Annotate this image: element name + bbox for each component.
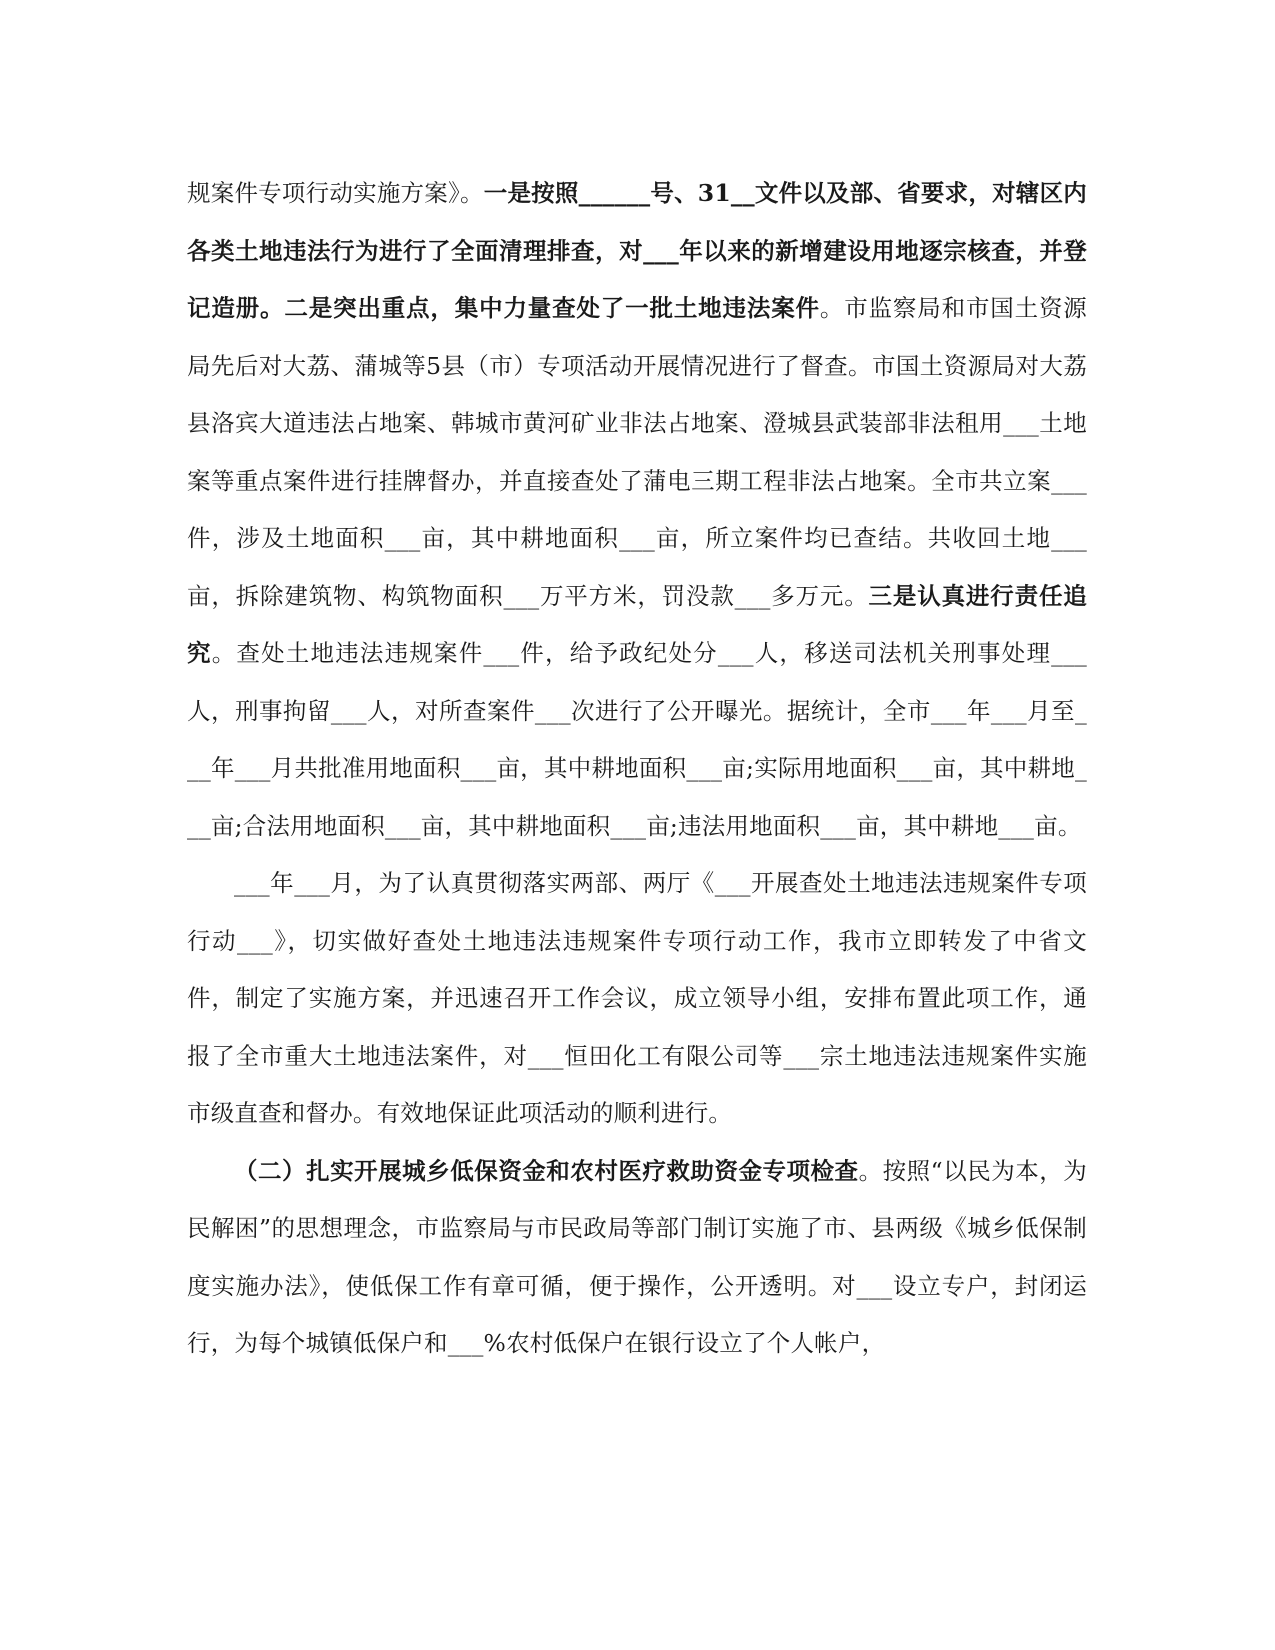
- paragraph-special-action: [187, 855, 1087, 1143]
- text-run: 。市监察局和市国土资源局先后对大荔、蒲城等5县（市）专项活动开展情况进行了督查。市国土资源局对大荔县洛宾大道违法占地案、韩城市黄河矿业非法占地案、澄城县武装部非法租用___土地案等重点案件进行挂牌督办，并直接查处了蒲电三期工程非法占地案。全市共立案___件，涉及土地面积___亩，其中耕地面积___亩，所立案件均已查结。共收回土地___亩，拆除建筑物、构筑物面积___万平方米，罚没款___多万元。: [187, 294, 1088, 610]
- text-run: 。查处土地违法违规案件___件，给予政纪处分___人，移送司法机关刑事处理___人，刑事拘留___人，对所查案件___次进行了公开曝光。据统计，全市___年___月至___年___月共批准用地面积___亩，其中耕地面积___亩;实际用地面积___亩，其中耕地___亩;合法用地面积___亩，其中耕地面积___亩;违法用地面积___亩，其中耕地___亩。: [187, 639, 1087, 840]
- document-body: [187, 165, 1087, 1373]
- text-run-bold: 一是按照______号、31__文件以及部、省要求，对辖区内各类土地违法行为进行了全面清理排查，对___年以来的新增建设用地逐宗核查，并登记造册。二是突出重点，集中力量查处了一批土地违法案件: [187, 179, 1087, 322]
- text-run: 。按照“以民为本，为民解困”的思想理念，市监察局与市民政局等部门制订实施了市、县两级《城乡低保制度实施办法》，使低保工作有章可循，便于操作，公开透明。对___设立专户，封闭运行，为每个城镇低保户和___%农村低保户在银行设立了个人帐户，: [187, 1156, 1088, 1357]
- text-run: 规案件专项行动实施方案》。: [187, 179, 484, 207]
- section-heading: （二）扎实开展城乡低保资金和农村医疗救助资金专项检查: [234, 1156, 859, 1185]
- paragraph-land-violations: [187, 165, 1087, 855]
- text-run-bold: 三是认真进行责任追究: [187, 581, 1087, 667]
- paragraph-low-income-inspection: [187, 1143, 1087, 1373]
- text-run: ___年___月，为了认真贯彻落实两部、两厅《___开展查处土地违法违规案件专项行动___》，切实做好查处土地违法违规案件专项行动工作，我市立即转发了中省文件，制定了实施方案，并迅速召开工作会议，成立领导小组，安排布置此项工作，通报了全市重大土地违法案件，对___恒田化工有限公司等___宗土地违法违规案件实施市级直查和督办。有效地保证此项活动的顺利进行。: [187, 869, 1087, 1127]
